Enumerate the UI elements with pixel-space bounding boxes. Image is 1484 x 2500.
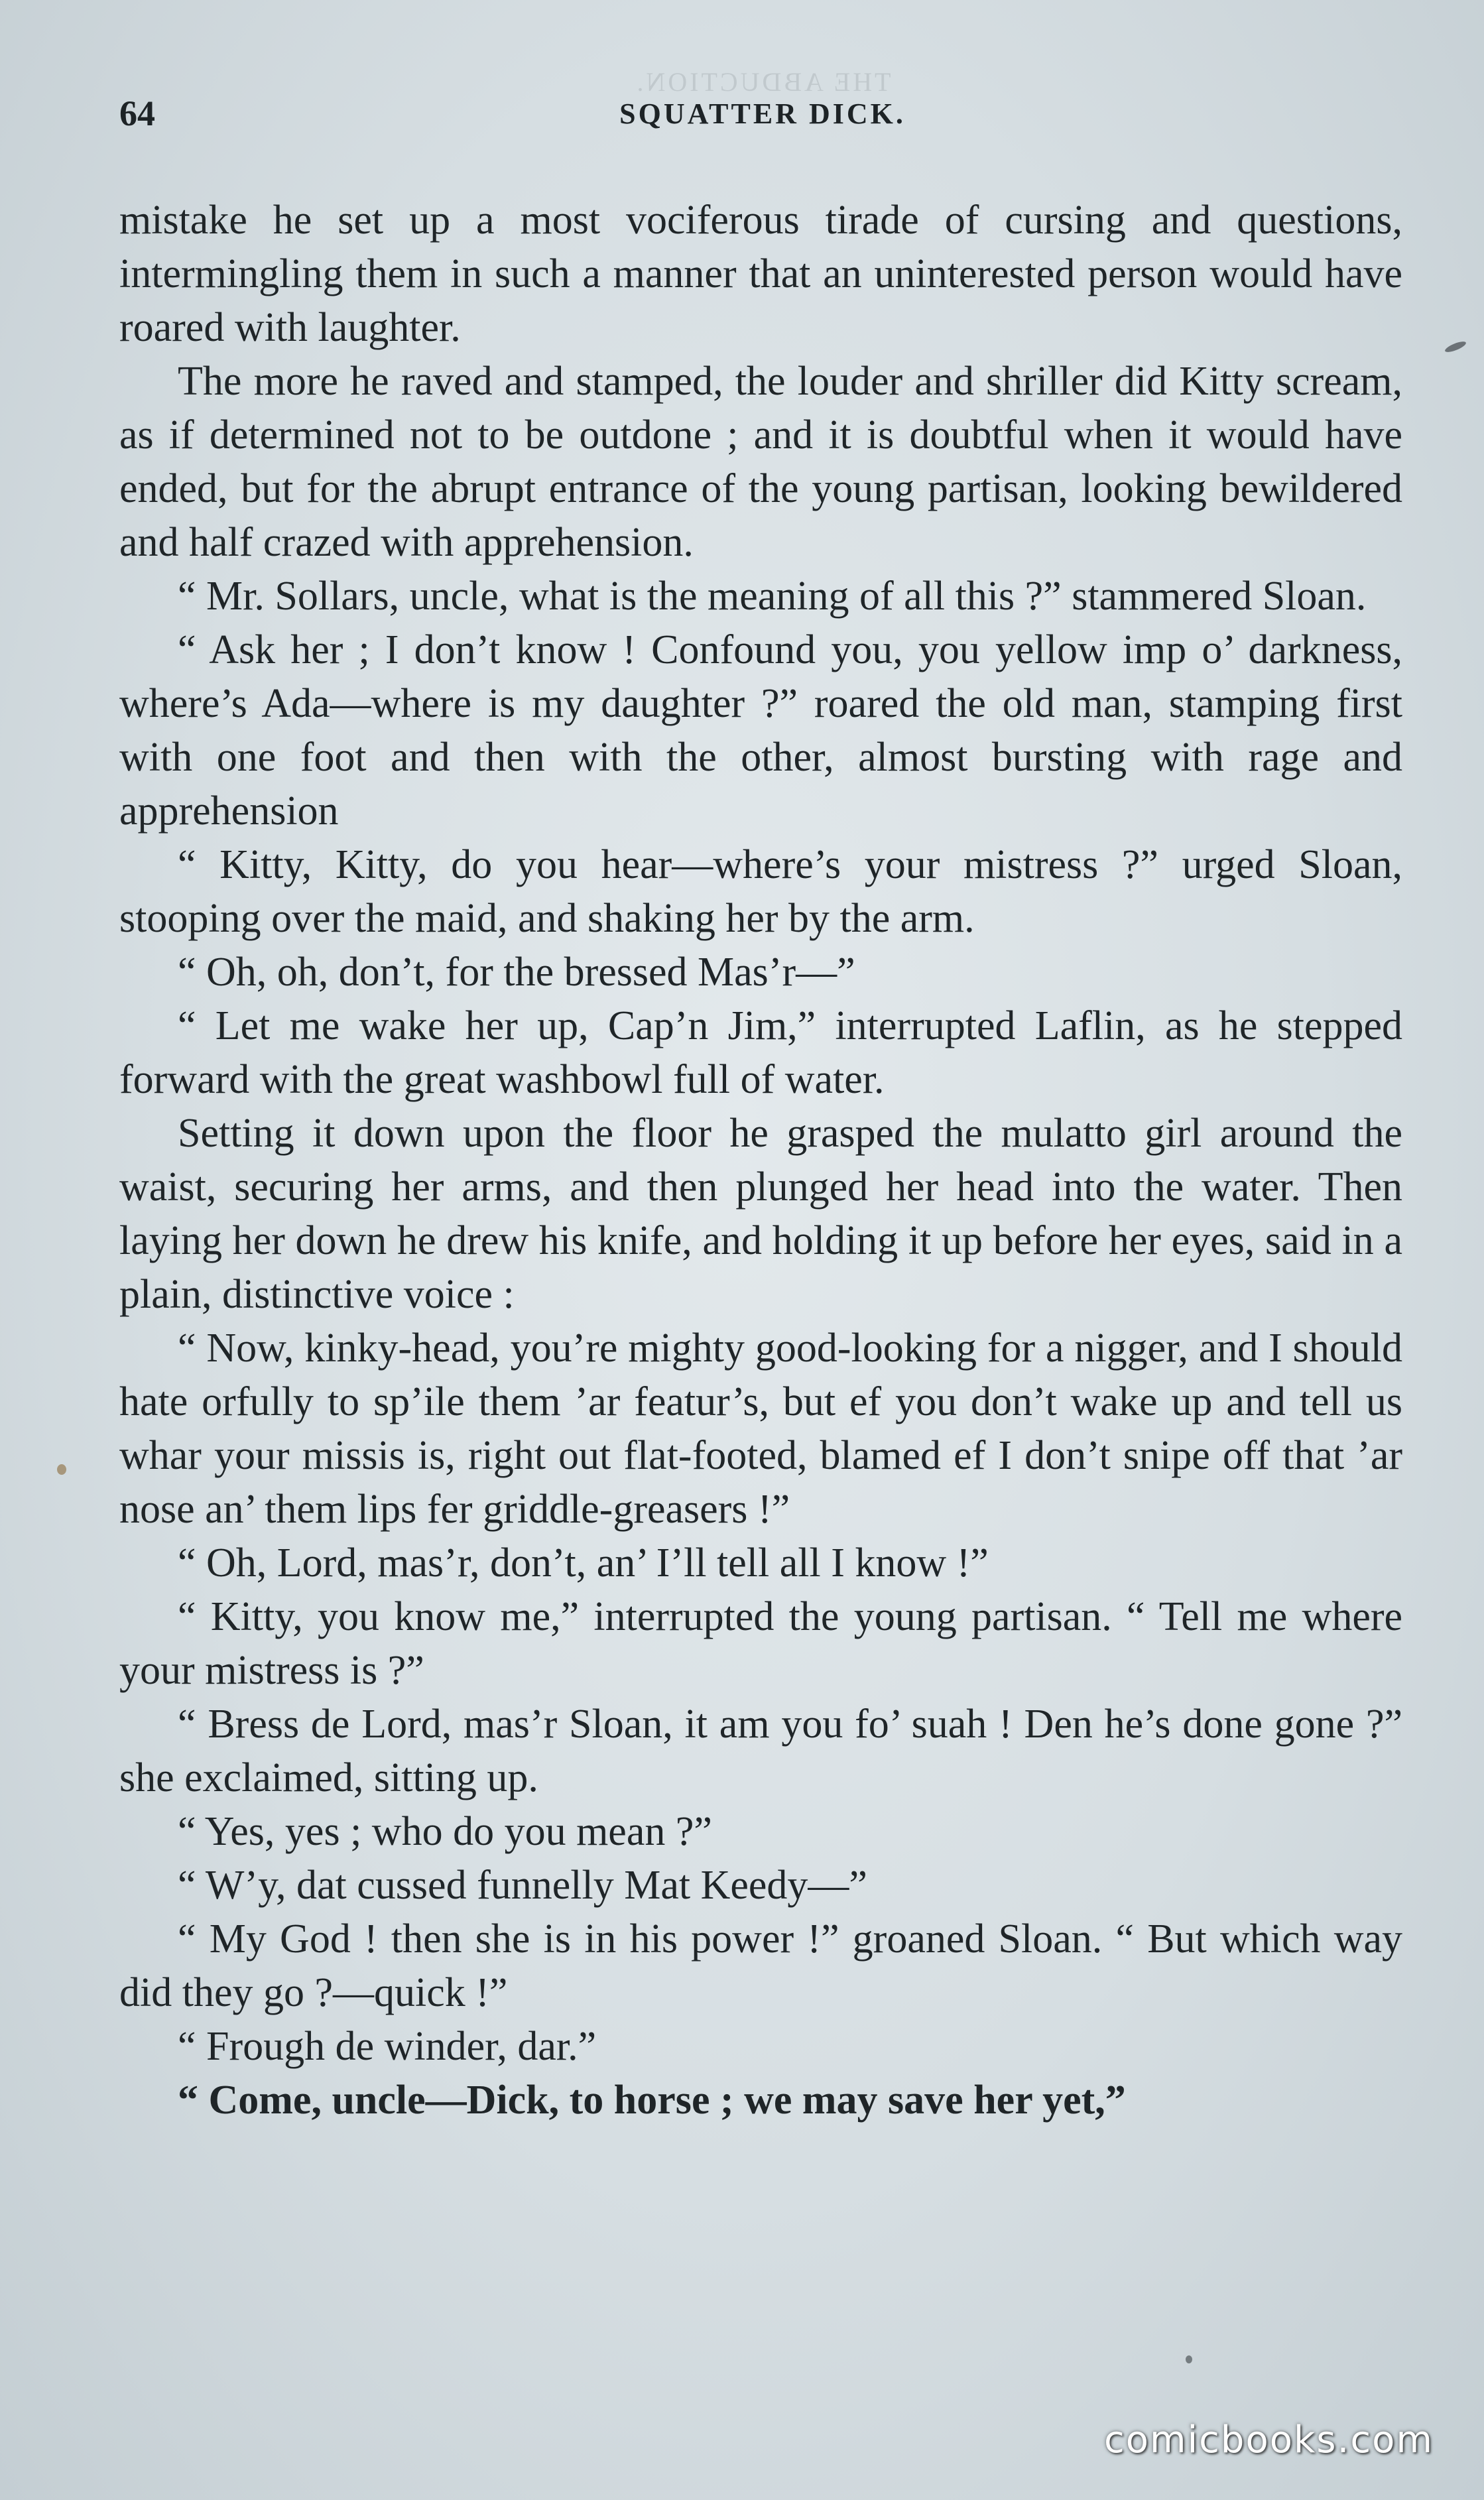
paragraph: “ Now, kinky-head, you’re mighty good-looking for a nigger, and I should hate orfully to sp’ile them ’ar featur’s, but ef you don’t wake up and tell us whar your missis is, right out flat-footed, blamed ef I don’t snipe off that ’ar nose an’ them lips fer griddle-greasers !” xyxy=(119,1326,1402,1532)
site-watermark: comicbooks.com xyxy=(1103,2418,1434,2462)
page-number: 64 xyxy=(119,94,155,133)
paragraph: Setting it down upon the floor he grasped the mulatto girl around the waist, securing her arms, and then plunged her head into the water. Then laying her down he drew his knife, and holding it up before her eyes, said in a plain, distinctive voice : xyxy=(119,1111,1402,1317)
paragraph: “ Let me wake her up, Cap’n Jim,” interrupted Laflin, as he stepped forward with the great washbowl full of water. xyxy=(119,1003,1402,1102)
paragraph: “ Bress de Lord, mas’r Sloan, it am you fo’ suah ! Den he’s done gone ?” she exclaimed, sitting up. xyxy=(119,1702,1402,1800)
paragraph: “ Oh, Lord, mas’r, don’t, an’ I’ll tell all I know !” xyxy=(178,1540,989,1586)
paragraph: “ Kitty, you know me,” interrupted the young partisan. “ Tell me where your mistress is ?” xyxy=(119,1594,1402,1693)
paragraph: “ Ask her ; I don’t know ! Confound you, you yellow imp o’ darkness, where’s Ada—where is my daughter ?” roared the old man, stamping first with one foot and then with the other, almost bursting with rage and apprehension xyxy=(119,627,1402,834)
paragraph: mistake he set up a most vociferous tirade of cursing and questions, intermingling them in such a manner that an uninterested person would have roared with laughter. xyxy=(119,198,1402,350)
paragraph: “ Oh, oh, don’t, for the bressed Mas’r—” xyxy=(178,950,855,995)
paragraph: “ Come, uncle—Dick, to horse ; we may save her yet,” xyxy=(178,2078,1126,2123)
paragraph: “ Frough de winder, dar.” xyxy=(178,2024,597,2069)
paper-mark xyxy=(1444,340,1467,354)
running-head-title: SQUATTER DICK. xyxy=(619,97,906,130)
paragraph: “ W’y, dat cussed funnelly Mat Keedy—” xyxy=(178,1863,867,1908)
paper-speck xyxy=(57,1464,66,1475)
paragraph: “ Mr. Sollars, uncle, what is the meaning of all this ?” stammered Sloan. xyxy=(178,574,1367,619)
body-text xyxy=(119,194,1402,2127)
page-header xyxy=(119,67,1406,146)
paragraph: “ My God ! then she is in his power !” groaned Sloan. “ But which way did they go ?—quick !” xyxy=(119,1916,1402,2015)
paragraph: The more he raved and stamped, the louder and shriller did Kitty scream, as if determined not to be outdone ; and it is doubtful when it would have ended, but for the abrupt entrance of the young partisan, looking bewildered and half crazed with apprehension. xyxy=(119,359,1402,565)
paper-speck xyxy=(1186,2355,1192,2363)
bleed-through-running-head: THE ABDUCTION. xyxy=(634,67,891,97)
paragraph: “ Kitty, Kitty, do you hear—where’s your mistress ?” urged Sloan, stooping over the maid, and shaking her by the arm. xyxy=(119,842,1402,941)
paragraph: “ Yes, yes ; who do you mean ?” xyxy=(178,1809,712,1854)
